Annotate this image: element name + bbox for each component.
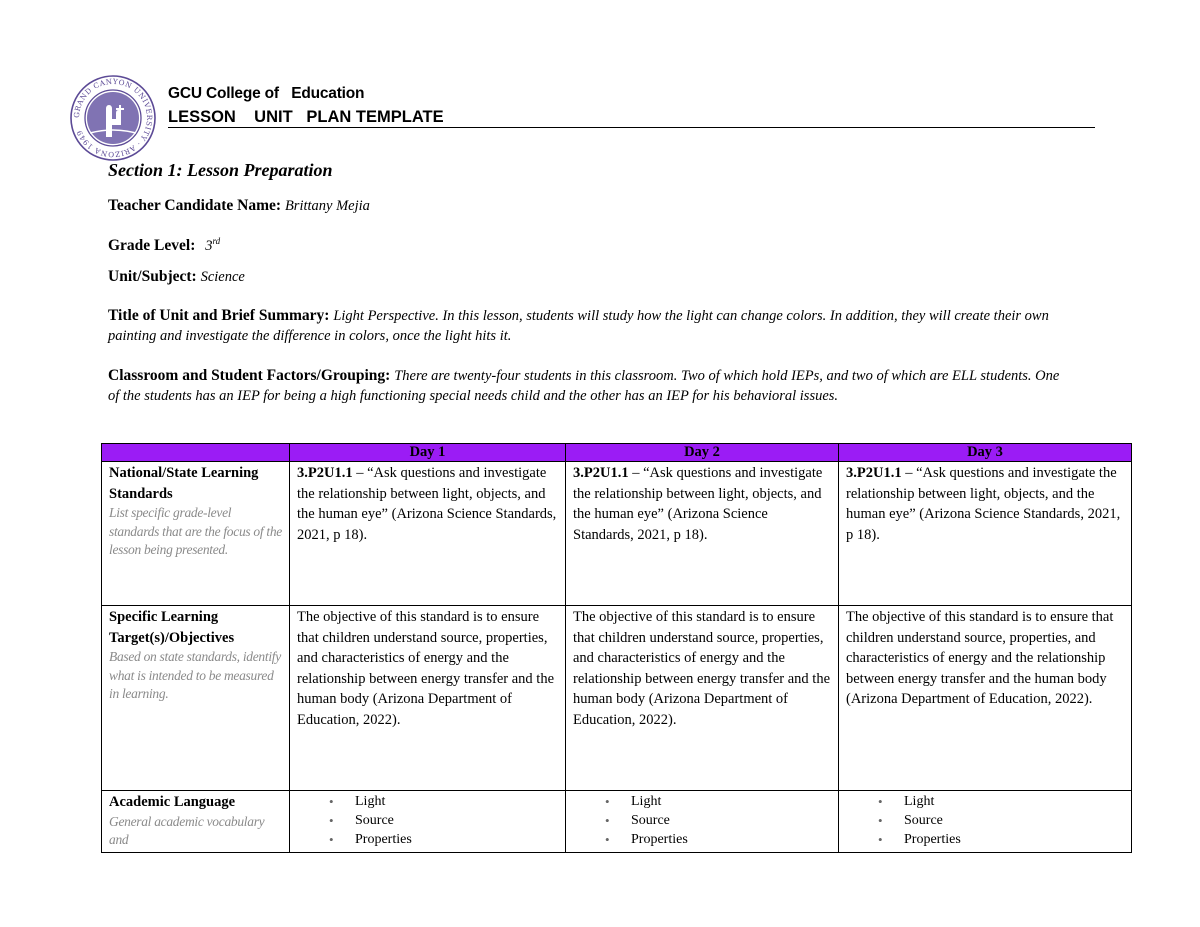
grade-level-value: 3 — [205, 238, 213, 255]
standard-text: – “Ask questions and investigate the relationship between light, objects, and the human eye” (Arizona Science Standards, 2021, p 18). — [846, 465, 1121, 543]
standard-code: 3.P2U1.1 — [846, 465, 902, 481]
college-name: GCU College of Education — [168, 85, 365, 102]
unit-summary-value: Light Perspective. In this lesson, students will study how the light can change colors. In addition, they will create their own painting and investigate the difference in colors, once the light hits it. — [108, 308, 1049, 344]
grade-level-line — [108, 231, 1063, 256]
teacher-name-label: Teacher Candidate Name: — [108, 197, 282, 214]
table-row-academic-language — [102, 791, 1132, 853]
standard-text: – “Ask questions and investigate the relationship between light, objects, and the human eye” (Arizona Science Standards, 2021, p 18). — [297, 465, 557, 543]
objectives-day-2: The objective of this standard is to ensure that children understand source, properties, and characteristics of energy and the relationship between energy transfer and the human body (Arizona Department of Education, 2022). — [566, 606, 839, 791]
list-item: • Source — [355, 811, 559, 830]
list-item: • Source — [631, 811, 832, 830]
academic-language-title: Academic Language — [109, 794, 236, 810]
teacher-name-line — [108, 196, 1063, 216]
objectives-day-3: The objective of this standard is to ensure that children understand source, properties, and characteristics of energy and the relationship between energy transfer and the human body (Arizona Department of Education, 2022). — [839, 606, 1132, 791]
objectives-row-header — [102, 606, 290, 791]
university-seal-logo — [70, 75, 156, 161]
vocabulary-list — [573, 792, 832, 849]
unit-summary-line — [108, 306, 1063, 346]
lesson-plan-table — [101, 443, 1132, 853]
template-title: LESSON UNIT PLAN TEMPLATE — [168, 108, 444, 126]
objectives-description: Based on state standards, identify what is intended to be measured in learning. — [109, 649, 281, 701]
academic-language-day-3 — [839, 791, 1132, 853]
standard-code: 3.P2U1.1 — [573, 465, 629, 481]
svg-text:GRAND CANYON UNIVERSITY · ARIZ: GRAND CANYON UNIVERSITY · ARIZONA 1949 — [71, 76, 155, 160]
objectives-title: Specific Learning Target(s)/Objectives — [109, 609, 235, 646]
header-empty-cell — [102, 444, 290, 462]
standards-row-header — [102, 462, 290, 606]
list-item: • Source — [904, 811, 1125, 830]
unit-subject-label: Unit/Subject: — [108, 268, 197, 285]
standards-day-2 — [566, 462, 839, 606]
unit-summary-label: Title of Unit and Brief Summary: — [108, 307, 330, 324]
standard-text: – “Ask questions and investigate the relationship between light, objects, and the human eye” (Arizona Science Standards, 2021, p 18). — [573, 465, 823, 543]
day-2-header: Day 2 — [566, 444, 839, 462]
standard-code: 3.P2U1.1 — [297, 465, 353, 481]
vocabulary-list — [846, 792, 1125, 849]
grade-level-label: Grade Level: — [108, 237, 196, 255]
academic-language-day-2 — [566, 791, 839, 853]
classroom-factors-line — [108, 366, 1063, 406]
day-1-header: Day 1 — [290, 444, 566, 462]
academic-language-row-header — [102, 791, 290, 853]
grade-level-suffix: rd — [212, 236, 221, 246]
classroom-factors-value: There are twenty-four students in this classroom. Two of which hold IEPs, and two of which are ELL students. One of the students has an IEP for being a high functioning special needs child and the other has an IEP for his behavioral issues. — [108, 368, 1060, 404]
table-row-objectives — [102, 606, 1132, 791]
list-item: • Light — [904, 792, 1125, 811]
objectives-day-1: The objective of this standard is to ensure that children understand source, properties, and characteristics of energy and the relationship between energy transfer and the human body (Arizona Department of Education, 2022). — [290, 606, 566, 791]
standards-day-1 — [290, 462, 566, 606]
academic-language-description: General academic vocabulary and — [109, 813, 265, 847]
section-title: Section 1: Lesson Preparation — [108, 160, 333, 180]
list-item: • Light — [355, 792, 559, 811]
vocabulary-list — [297, 792, 559, 849]
list-item: • Light — [631, 792, 832, 811]
unit-subject-value: Science — [200, 269, 245, 285]
standards-day-3 — [839, 462, 1132, 606]
academic-language-day-1 — [290, 791, 566, 853]
standards-title: National/State Learning Standards — [109, 465, 259, 502]
list-item: • Properties — [904, 830, 1125, 849]
unit-subject-line — [108, 267, 1063, 287]
classroom-factors-label: Classroom and Student Factors/Grouping: — [108, 367, 391, 384]
header-rule — [168, 127, 1095, 128]
table-row-standards — [102, 462, 1132, 606]
list-item: • Properties — [631, 830, 832, 849]
teacher-name-value: Brittany Mejia — [284, 198, 370, 214]
day-3-header: Day 3 — [839, 444, 1132, 462]
table-header-row — [102, 444, 1132, 462]
standards-description: List specific grade-level standards that are the focus of the lesson being presented. — [109, 505, 282, 557]
list-item: • Properties — [355, 830, 559, 849]
